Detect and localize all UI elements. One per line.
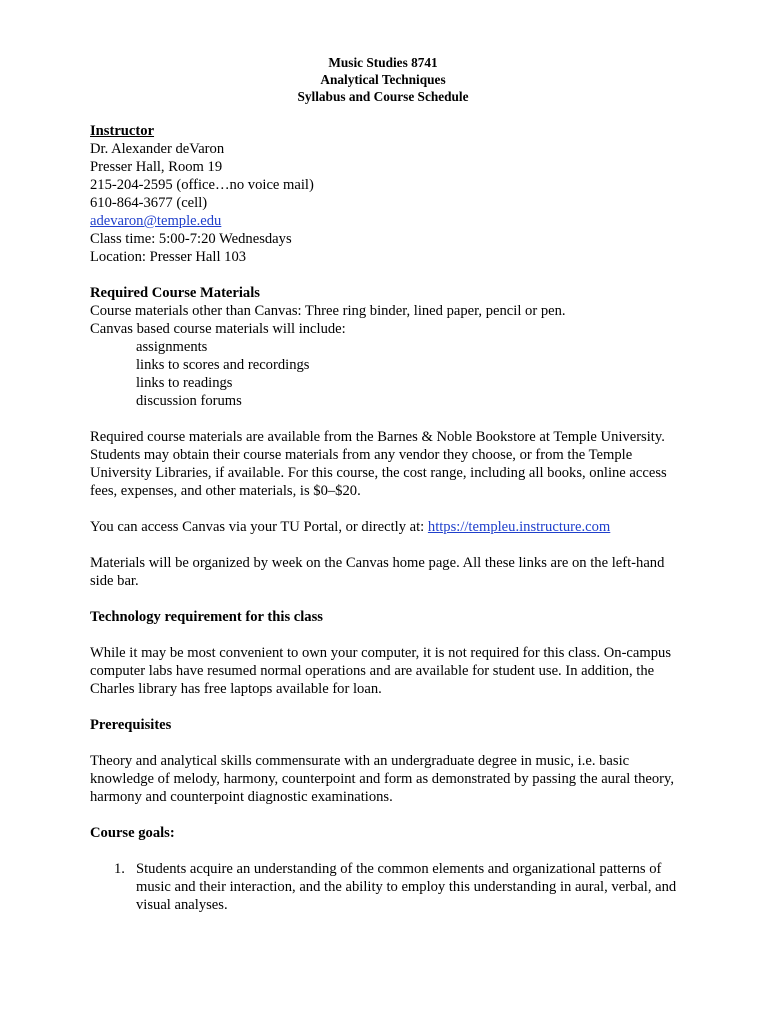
- technology-section: [90, 608, 680, 698]
- goal-text: Students acquire an understanding of the common elements and organizational patterns of music and their interaction, and the ability to employ this understanding in aural, verbal, and visual analyses.: [136, 861, 677, 913]
- class-location: Location: Presser Hall 103: [90, 249, 247, 265]
- course-title: Analytical Techniques: [320, 72, 446, 87]
- materials-organized-paragraph: Materials will be organized by week on the Canvas home page. All these links are on the left-hand side bar.: [90, 555, 665, 589]
- technology-paragraph: While it may be most convenient to own your computer, it is not required for this class. On-campus computer labs have resumed normal operations and are available for student use. In addition, the Charles library has free laptops available for loan.: [90, 645, 672, 697]
- materials-list-item: links to scores and recordings: [136, 357, 310, 373]
- goals-section: [90, 824, 680, 914]
- instructor-cell-phone: 610-864-3677 (cell): [90, 195, 208, 211]
- instructor-office: Presser Hall, Room 19: [90, 159, 223, 175]
- canvas-access-line: [90, 518, 680, 536]
- document-header: [90, 54, 680, 105]
- materials-list-item: discussion forums: [136, 393, 242, 409]
- canvas-access-text: You can access Canvas via your TU Portal, or directly at:: [90, 519, 428, 535]
- class-time: Class time: 5:00-7:20 Wednesdays: [90, 231, 292, 247]
- materials-line-1: Course materials other than Canvas: Three ring binder, lined paper, pencil or pen.: [90, 303, 566, 319]
- instructor-email-link[interactable]: adevaron@temple.edu: [90, 213, 222, 229]
- prerequisites-paragraph: Theory and analytical skills commensurate with an undergraduate degree in music, i.e. basic knowledge of melody, harmony, counterpoint and form as demonstrated by passing the aural theory, harmony and counterpoint diagnostic examinations.: [90, 753, 674, 805]
- canvas-link[interactable]: https://templeu.instructure.com: [427, 519, 611, 535]
- goal-number: 1.: [114, 861, 125, 877]
- materials-list-item: assignments: [136, 339, 208, 355]
- materials-list-item: links to readings: [136, 375, 233, 391]
- instructor-section: [90, 122, 680, 266]
- prerequisites-heading: Prerequisites: [90, 717, 172, 733]
- materials-section: [90, 284, 680, 590]
- document-subtitle: Syllabus and Course Schedule: [297, 89, 469, 104]
- materials-line-2: Canvas based course materials will include:: [90, 321, 346, 337]
- prerequisites-section: [90, 716, 680, 806]
- goal-list-item: [90, 860, 680, 914]
- course-number: Music Studies 8741: [328, 55, 438, 70]
- instructor-heading: Instructor: [90, 123, 155, 139]
- syllabus-page: [90, 54, 680, 914]
- goals-heading: Course goals:: [90, 825, 175, 841]
- instructor-name: Dr. Alexander deVaron: [90, 141, 225, 157]
- materials-heading: Required Course Materials: [90, 285, 260, 301]
- technology-heading: Technology requirement for this class: [90, 609, 323, 625]
- materials-paragraph: Required course materials are available from the Barnes & Noble Bookstore at Temple University. Students may obtain their course materials from any vendor they choose, or from the Temple University Libraries, if available. For this course, the cost range, including all books, online access fees, expenses, and other materials, is $0–$20.: [90, 429, 667, 499]
- instructor-office-phone: 215-204-2595 (office…no voice mail): [90, 177, 314, 193]
